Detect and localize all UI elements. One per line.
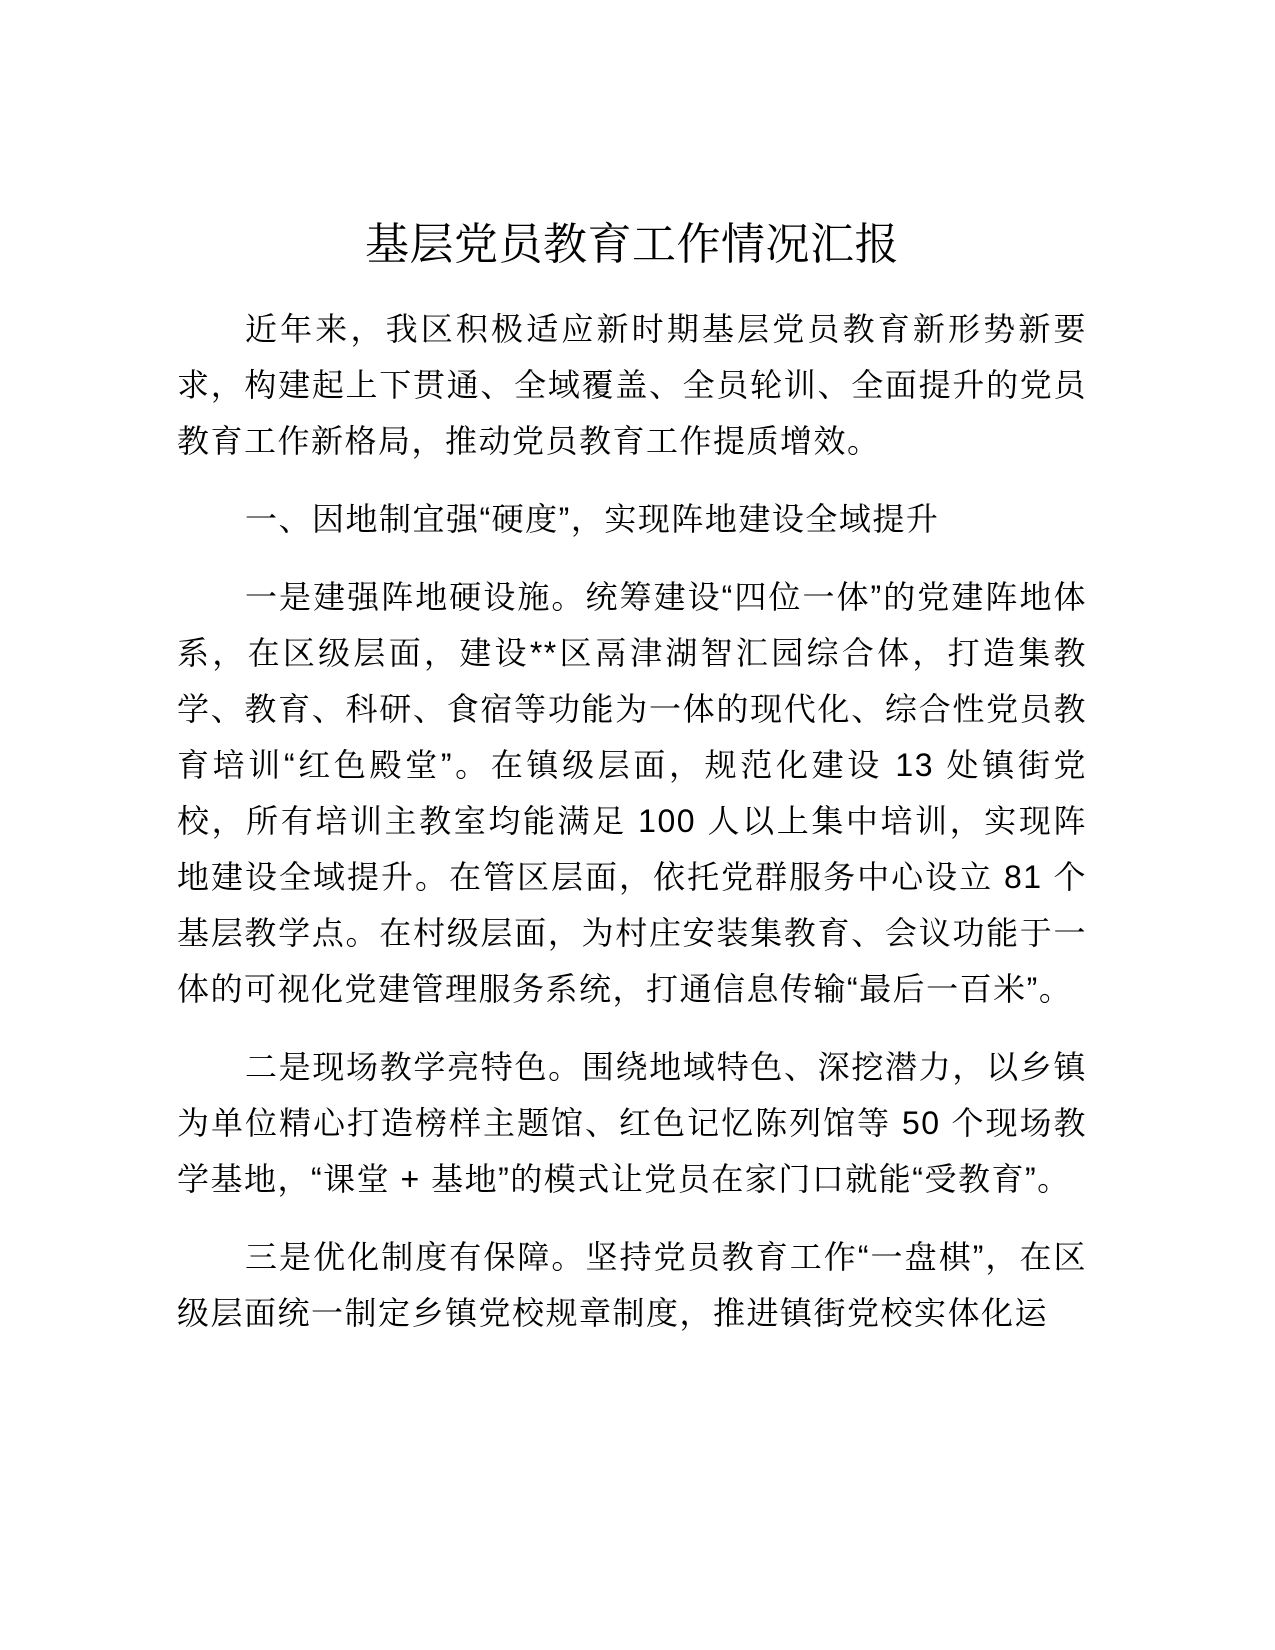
- body-paragraph: 近年来，我区积极适应新时期基层党员教育新形势新要求，构建起上下贯通、全域覆盖、全员轮训、全面提升的党员教育工作新格局，推动党员教育工作提质增效。: [177, 311, 1087, 459]
- body-paragraph: 二是现场教学亮特色。围绕地域特色、深挖潜力，以乡镇为单位精心打造榜样主题馆、红色记忆陈列馆等 50 个现场教学基地，“课堂 + 基地”的模式让党员在家门口就能“受教育”。: [177, 1049, 1087, 1197]
- body-paragraph: 三是优化制度有保障。坚持党员教育工作“一盘棋”，在区级层面统一制定乡镇党校规章制度，推进镇街党校实体化运: [177, 1239, 1087, 1331]
- document-body: [177, 301, 1087, 1341]
- document-title: 基层党员教育工作情况汇报: [365, 220, 899, 269]
- body-paragraph: 一是建强阵地硬设施。统筹建设“四位一体”的党建阵地体系，在区级层面，建设**区鬲津湖智汇园综合体，打造集教学、教育、科研、食宿等功能为一体的现代化、综合性党员教育培训“红色殿堂”。在镇级层面，规范化建设 13 处镇街党校，所有培训主教室均能满足 100 人以上集中培训，实现阵地建设全域提升。在管区层面，依托党群服务中心设立 81 个基层教学点。在村级层面，为村庄安装集教育、会议功能于一体的可视化党建管理服务系统，打通信息传输“最后一百米”。: [177, 579, 1087, 1007]
- section-heading: 一、因地制宜强“硬度”，实现阵地建设全域提升: [245, 501, 940, 537]
